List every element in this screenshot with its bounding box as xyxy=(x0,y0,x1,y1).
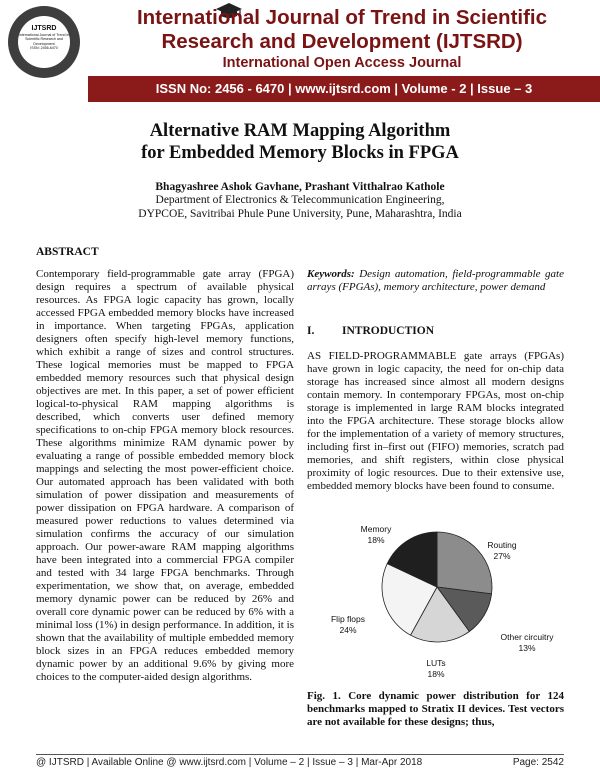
logo-abbr: IJTSRD xyxy=(31,25,57,32)
paper-title-line1: Alternative RAM Mapping Algorithm xyxy=(149,121,451,141)
pie-label-luts: LUTs xyxy=(426,658,446,668)
intro-number: I. xyxy=(307,325,315,337)
pie-slice-routing xyxy=(437,532,492,594)
pie-value-other-circuitry: 13% xyxy=(518,643,536,653)
abstract-body: Contemporary field-programmable gate array (FPGA) design requires a spectrum of available physical resources. As FPGA logic capacity has grown, locally accessed FPGA embedded memory blocks have increased in importance. When targeting FPGAs, application designers often specify high-level memory functions, which exhibit a range of sizes and control structures. These logical memories must be mapped to FPGA embedded memory resources such that physical design objectives are met. In this paper, a set of power efficient logical-to-physical RAM mapping algorithms is described, which converts user defined memory specifications to on-chip FPGA memory block resources. These algorithms minimize RAM dynamic power by evaluating a range of possible embedded memory block mappings and selecting the most power-efficient choice. Our automated approach has been validated with both simulation of power dissipation and measurements of power dissipation on FPGA hardware. A comparison of measured power reductions to values determined via simulation confirms the accuracy of our simulation approach. Our power-aware RAM mapping algorithms have been integrated into a commercial FPGA compiler and tested with 34 large FPGA benchmarks. Through experimentation, we show that, on average, embedded memory dynamic power can be reduced by 26% and overall core dynamic power can be reduced by 6% with a minimal loss (1%) in design performance. In addition, it is shown that the availability of multiple embedded memory block sizes in an FPGA reduces embedded memory dynamic power by an additional 9.6% by giving more choices to the computer-aided design algorithms. xyxy=(36,268,294,683)
footer-info: @ IJTSRD | Available Online @ www.ijtsrd.com | Volume – 2 | Issue – 3 | Mar-Apr 2018 xyxy=(36,757,423,768)
paper-title-line2: for Embedded Memory Blocks in FPGA xyxy=(141,143,459,163)
affiliation-line2: DYPCOE, Savitribai Phule Pune University, Pune, Maharashtra, India xyxy=(138,207,462,220)
intro-body: AS FIELD-PROGRAMMABLE gate arrays (FPGAs) have grown in logic capacity, the need for on-chip data storage has increased since almost all modern designs contain memory. In contemporary FPGAs, most on-chip storage is implemented in large RAM blocks integrated into the FPGA architecture. These storage blocks allow for the implementation of a variety of memory structures, including first in–first out (FIFO) memories, scratch pad memories, and shift registers, within close physical proximity of logic resources. Due to their extensive use, embedded memory blocks have been found to consume. xyxy=(307,350,564,492)
page-footer xyxy=(36,757,564,768)
keywords-text: Design automation, field-programmable gate arrays (FPGAs), memory architecture, power demand xyxy=(307,268,564,293)
pie-label-routing: Routing xyxy=(487,540,517,550)
keywords xyxy=(307,268,564,294)
pie-value-memory: 18% xyxy=(367,535,385,545)
affiliation-line1: Department of Electronics & Telecommunication Engineering, xyxy=(155,194,445,206)
keywords-label: Keywords: xyxy=(307,268,355,280)
pie-label-flip-flops: Flip flops xyxy=(330,614,366,624)
pie-value-flip-flops: 24% xyxy=(339,625,357,635)
pie-label-memory: Memory xyxy=(360,524,392,534)
footer-divider xyxy=(36,754,564,755)
journal-info-bar: ISSN No: 2456 - 6470 | www.ijtsrd.com | Volume - 2 | Issue – 3 xyxy=(88,76,600,102)
journal-subtitle: International Open Access Journal xyxy=(222,55,462,71)
abstract-heading: ABSTRACT xyxy=(36,246,99,258)
paper-title xyxy=(60,120,540,164)
paper-authors: Bhagyashree Ashok Gavhane, Prashant Vitthalrao Kathole xyxy=(155,181,445,193)
journal-title-line2: Research and Development (IJTSRD) xyxy=(161,30,523,53)
power-distribution-pie-chart xyxy=(318,522,558,692)
pie-value-routing: 27% xyxy=(493,551,511,561)
page-number: Page: 2542 xyxy=(512,757,564,768)
intro-heading: INTRODUCTION xyxy=(342,325,435,337)
journal-title-line1: International Journal of Trend in Scientific xyxy=(136,6,548,29)
logo-issn: ISSN: 2456-6470 xyxy=(30,45,58,50)
logo-text: International Journal of Trend in Scientific Research and Development xyxy=(18,33,70,46)
journal-logo-badge xyxy=(18,16,70,68)
pie-label-other-circuitry: Other circuitry xyxy=(500,632,554,642)
paper-affiliation xyxy=(60,194,540,221)
figure-caption: Fig. 1. Core dynamic power distribution for 124 benchmarks mapped to Stratix II devices. Test vectors are not available for these designs; thus, xyxy=(307,690,564,728)
journal-title xyxy=(92,6,592,54)
pie-value-luts: 18% xyxy=(427,669,445,679)
